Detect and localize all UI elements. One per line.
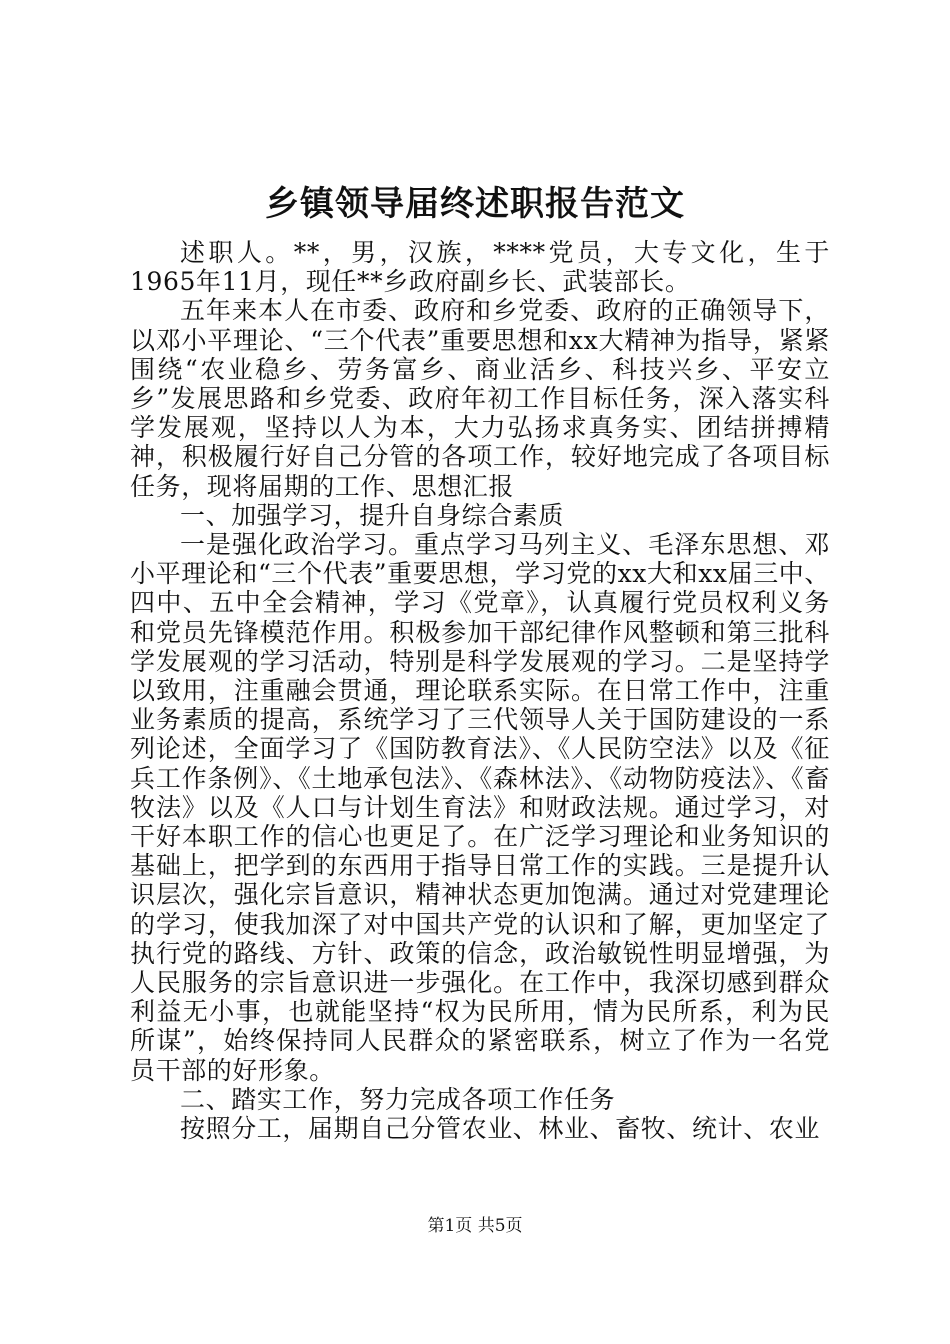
- document-title: 乡镇领导届终述职报告范文: [265, 184, 685, 224]
- section-heading-work: 二、踏实工作，努力完成各项工作任务: [180, 1084, 616, 1114]
- page-footer: 第1页 共5页: [427, 1216, 523, 1236]
- paragraph-study-details: 一是强化政治学习。重点学习马列主义、毛泽东思想、邓小平理论和“三个代表”重要思想，学习党的xx大和xx届三中、四中、五中全会精神，学习《党章》，认真履行党员权利义务和党员先锋模范作用。积极参加干部纪律作风整顿和第三批科学发展观的学习活动，特别是科学发展观的学习。二是坚持学以致用，注重融会贯通，理论联系实际。在日常工作中，注重业务素质的提高，系统学习了三代领导人关于国防建设的一系列论述，全面学习了《国防教育法》、《人民防空法》以及《征兵工作条例》、《土地承包法》、《森林法》、《动物防疫法》、《畜牧法》以及《人口与计划生育法》和财政法规。通过学习，对干好本职工作的信心也更足了。在广泛学习理论和业务知识的基础上，把学到的东西用于指导日常工作的实践。三是提升认识层次，强化宗旨意识，精神状态更加饱满。通过对党建理论的学习，使我加深了对中国共产党的认识和了解，更加坚定了执行党的路线、方针、政策的信念，政治敏锐性明显增强，为人民服务的宗旨意识进一步强化。在工作中，我深切感到群众利益无小事，也就能坚持“权为民所用，情为民所系，利为民所谋”，始终保持同人民群众的紧密联系，树立了作为一名党员干部的好形象。: [130, 530, 830, 1085]
- paragraph-overview: 五年来本人在市委、政府和乡党委、政府的正确领导下，以邓小平理论、“三个代表”重要思想和xx大精神为指导，紧紧围绕“农业稳乡、劳务富乡、商业活乡、科技兴乡、平安立乡”发展思路和乡党委、政府年初工作目标任务，深入落实科学发展观，坚持以人为本，大力弘扬求真务实、团结拼搏精神，积极履行好自己分管的各项工作，较好地完成了各项目标任务，现将届期的工作、思想汇报: [130, 296, 830, 501]
- section-heading-study: 一、加强学习，提升自身综合素质: [180, 500, 565, 530]
- paragraph-introduction: 述职人。**，男，汉族，****党员，大专文化，生于1965年11月，现任**乡政府副乡长、武装部长。: [130, 238, 830, 297]
- paragraph-work-details: 按照分工，届期自己分管农业、林业、畜牧、统计、农业: [180, 1114, 821, 1144]
- document-body: [130, 238, 830, 1143]
